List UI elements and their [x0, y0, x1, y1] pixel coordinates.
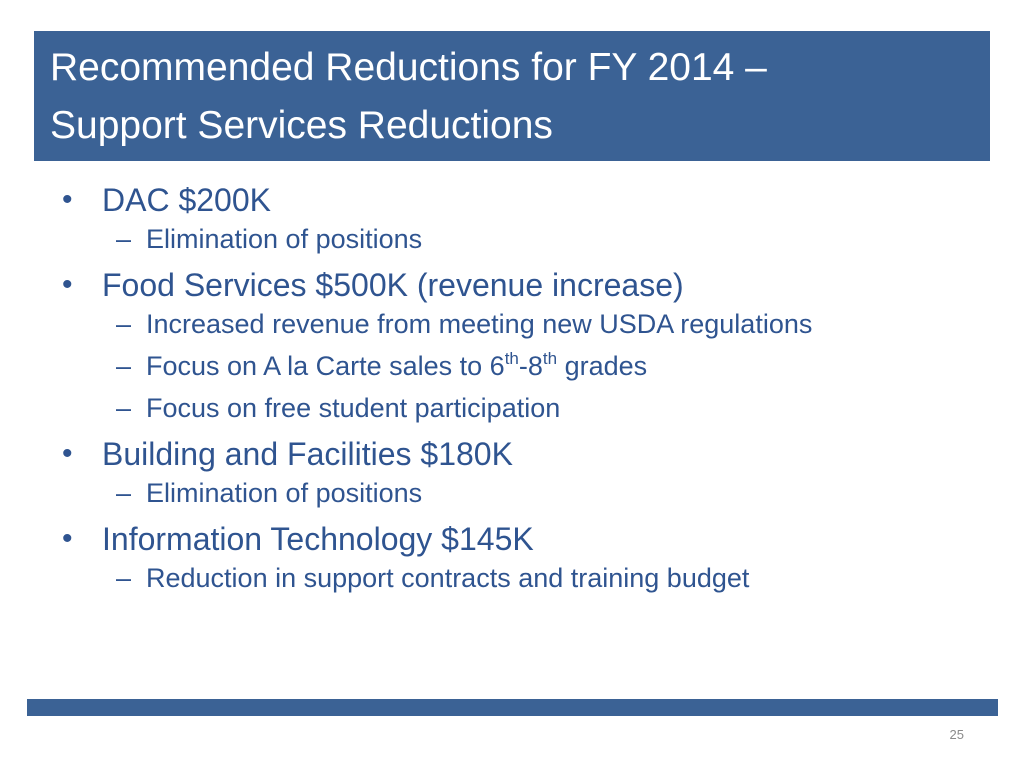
bullet-text: Food Services $500K (revenue increase) [102, 267, 684, 303]
bullet-item-information-technology [60, 519, 990, 559]
sub-bullet-text-post: grades [557, 351, 648, 381]
bullet-icon: • [62, 522, 73, 555]
bullet-item-building-facilities [60, 434, 990, 474]
bullet-icon: • [62, 183, 73, 216]
dash-icon: – [116, 309, 132, 339]
superscript-th: th [542, 349, 558, 368]
sub-bullet-item [60, 350, 990, 383]
sub-bullet-text: Elimination of positions [146, 478, 423, 508]
sub-bullet-text-mid: -8 [518, 351, 543, 381]
bullet-item-dac [60, 180, 990, 220]
sub-bullet-item [60, 223, 990, 256]
bullet-item-food-services [60, 265, 990, 305]
title-bar [34, 31, 990, 161]
sub-bullet-item [60, 477, 990, 510]
bullet-text: DAC $200K [102, 182, 271, 218]
dash-icon: – [116, 563, 132, 593]
sub-bullet-text: Elimination of positions [146, 224, 423, 254]
dash-icon: – [116, 478, 132, 508]
sub-bullet-item [60, 562, 990, 595]
dash-icon: – [116, 351, 132, 381]
bullet-text: Information Technology $145K [102, 521, 534, 557]
page-number: 25 [949, 727, 964, 742]
sub-bullet-text: Focus on free student participation [146, 393, 561, 423]
dash-icon: – [116, 393, 132, 423]
bullet-icon: • [62, 437, 73, 470]
sub-bullet-text: Increased revenue from meeting new USDA regulations [146, 309, 813, 339]
footer-accent-bar [27, 699, 998, 716]
slide-title-line-2: Support Services Reductions [50, 104, 553, 147]
sub-bullet-text: Reduction in support contracts and training budget [146, 563, 750, 593]
slide-title-line-1: Recommended Reductions for FY 2014 – [50, 46, 767, 89]
superscript-th: th [504, 349, 519, 368]
bullet-text: Building and Facilities $180K [102, 436, 513, 472]
bullet-icon: • [62, 268, 73, 301]
sub-bullet-item [60, 308, 990, 341]
sub-bullet-text-pre: Focus on A la Carte sales to 6 [146, 351, 505, 381]
sub-bullet-item [60, 392, 990, 425]
bullet-list [60, 180, 990, 604]
dash-icon: – [116, 224, 132, 254]
